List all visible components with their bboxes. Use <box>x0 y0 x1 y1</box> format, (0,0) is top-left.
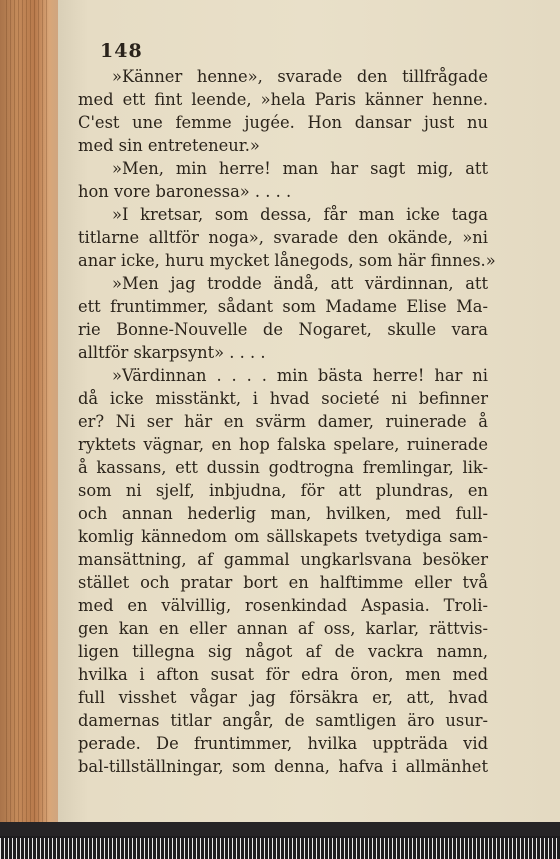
text-line: damernas titlar angår, de samtligen äro usur- <box>78 711 488 730</box>
text-line: ligen tillegna sig något af de vackra namn, <box>78 642 488 661</box>
text-line: »Men jag trodde ändå, att värdinnan, att <box>112 274 488 293</box>
text-line: gen kan en eller annan af oss, karlar, rättvis- <box>78 619 488 638</box>
text-line: ryktets vägnar, en hop falska spelare, ruinerade <box>78 435 488 454</box>
text-line: bal-tillställningar, som denna, hafva i allmänhet <box>78 757 488 776</box>
text-line: hon vore baronessa» . . . . <box>78 182 292 201</box>
text-line: »Känner henne», svarade den tillfrågade <box>112 67 488 86</box>
text-line: med ett fint leende, »hela Paris känner henne. <box>78 90 488 109</box>
text-line: er? Ni ser här en svärm damer, ruinerade å <box>78 412 488 431</box>
text-line: komlig kännedom om sällskapets tvetydiga sam- <box>78 527 488 546</box>
text-line: »Värdinnan . . . . min bästa herre! har ni <box>112 366 488 385</box>
text-line: då icke misstänkt, i hvad societé ni befinner <box>78 389 488 408</box>
page-edges-texture <box>6 0 50 822</box>
text-line: perade. De fruntimmer, hvilka uppträda vid <box>78 734 488 753</box>
scan-ruler-band <box>0 822 560 836</box>
text-line: alltför skarpsynt» . . . . <box>78 343 266 362</box>
page-number: 148 <box>100 40 143 62</box>
text-line: mansättning, af gammal ungkarlsvana besöker <box>78 550 488 569</box>
text-line: titlarne alltför noga», svarade den okände, »ni <box>78 228 488 247</box>
text-line: hvilka i afton susat för edra öron, men med <box>78 665 488 684</box>
text-line: C'est une femme jugée. Hon dansar just nu <box>78 113 488 132</box>
text-line: »I kretsar, som dessa, får man icke taga <box>112 205 488 224</box>
text-line: rie Bonne-Nouvelle de Nogaret, skulle vara <box>78 320 488 339</box>
text-line: ett fruntimmer, sådant som Madame Elise Ma- <box>78 297 488 316</box>
text-line: anar icke, huru mycket lånegods, som här finnes.» <box>78 251 496 270</box>
scan-ruler-ticks <box>0 838 560 859</box>
text-line: och annan hederlig man, hvilken, med full- <box>78 504 488 523</box>
text-line: som ni sjelf, inbjudna, för att plundras, en <box>78 481 488 500</box>
text-line: med sin entreteneur.» <box>78 136 260 155</box>
text-line: »Men, min herre! man har sagt mig, att <box>112 159 488 178</box>
text-line: stället och pratar bort en halftimme eller två <box>78 573 488 592</box>
text-line: med en välvillig, rosenkindad Aspasia. Troli- <box>78 596 488 615</box>
text-line: å kassans, ett dussin godtrogna fremlingar, lik- <box>78 458 488 477</box>
text-line: full visshet vågar jag försäkra er, att, hvad <box>78 688 488 707</box>
